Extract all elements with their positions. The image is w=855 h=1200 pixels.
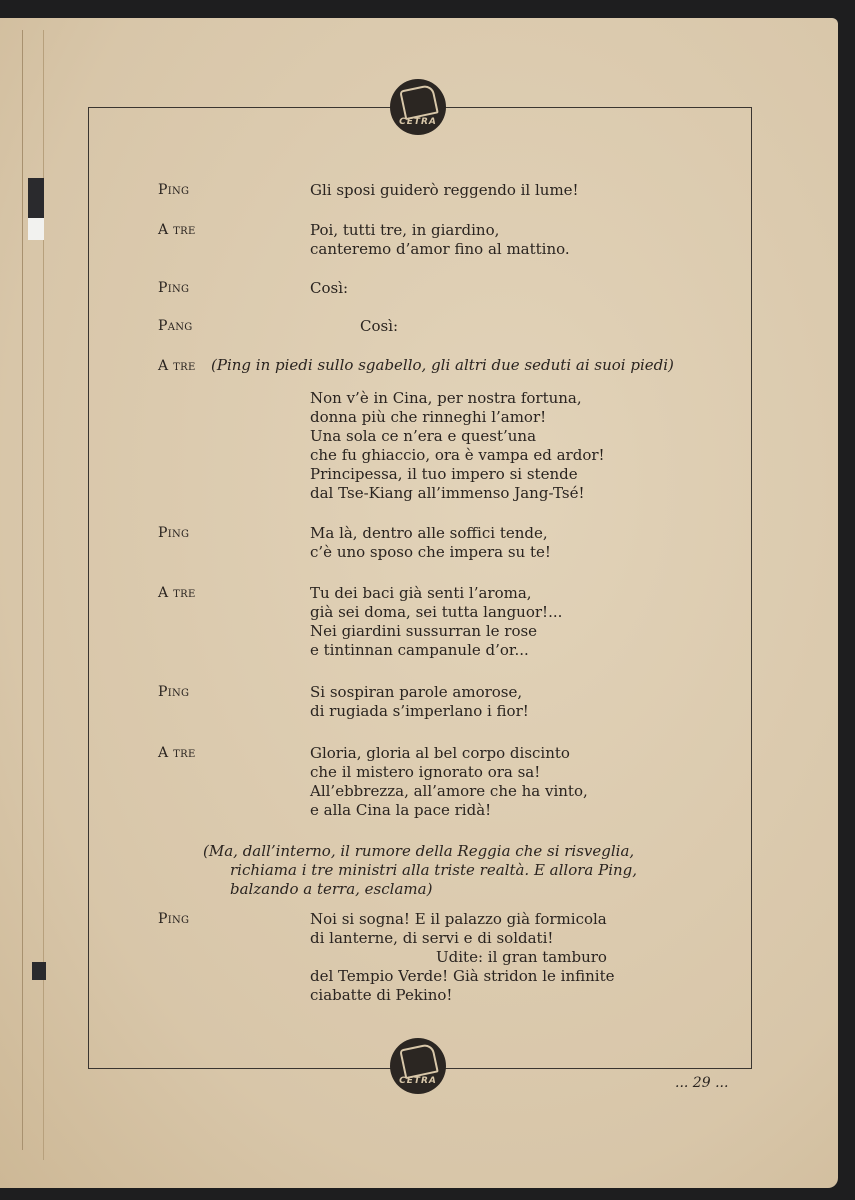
verse-line: Così:: [310, 279, 349, 297]
verse-line: Tu dei baci già senti l’aroma,: [310, 584, 532, 602]
speaker-label: A tre: [158, 222, 196, 238]
logo-text: CETRA: [399, 1076, 437, 1086]
speaker-label: Pang: [158, 318, 193, 334]
logo-text: CETRA: [399, 117, 437, 127]
verse-line: Gloria, gloria al bel corpo discinto: [310, 744, 570, 762]
verse-line: Principessa, il tuo impero si stende: [310, 465, 578, 483]
speaker-label: Ping: [158, 684, 190, 700]
page-number: ... 29 ...: [675, 1075, 729, 1091]
speaker-label: Ping: [158, 525, 190, 541]
verse-line: di rugiada s’imperlano i fior!: [310, 702, 529, 720]
verse-line: Non v’è in Cina, per nostra fortuna,: [310, 389, 582, 407]
stage-direction: (Ma, dall’interno, il rumore della Reggia che si risveglia,: [203, 842, 635, 860]
verse-line: che fu ghiaccio, ora è vampa ed ardor!: [310, 446, 605, 464]
speaker-label: Ping: [158, 280, 190, 296]
speaker-label: Ping: [158, 911, 190, 927]
verse-line: Poi, tutti tre, in giardino,: [310, 221, 500, 239]
verse-line: di lanterne, di servi e di soldati!: [310, 929, 554, 947]
verse-line: donna più che rinneghi l’amor!: [310, 408, 547, 426]
stage-direction: (Ping in piedi sullo sgabello, gli altri due seduti ai suoi piedi): [211, 356, 674, 374]
speaker-label: A tre: [158, 585, 196, 601]
verse-line: ciabatte di Pekino!: [310, 986, 453, 1004]
verse-line: del Tempio Verde! Già stridon le infinite: [310, 967, 615, 985]
verse-line: canteremo d’amor fino al mattino.: [310, 240, 570, 258]
speaker-label: A tre: [158, 358, 196, 374]
verse-line: e tintinnan campanule d’or...: [310, 641, 529, 659]
verse-line: Udite: il gran tamburo: [436, 948, 607, 966]
verse-line: All’ebbrezza, all’amore che ha vinto,: [310, 782, 588, 800]
verse-line: e alla Cina la pace ridà!: [310, 801, 492, 819]
speaker-label: Ping: [158, 182, 190, 198]
verse-line: Nei giardini sussurran le rose: [310, 622, 538, 640]
verse-line: Così:: [360, 317, 399, 335]
verse-line: Una sola ce n’era e quest’una: [310, 427, 537, 445]
verse-line: che il mistero ignorato ora sa!: [310, 763, 541, 781]
stage-direction: balzando a terra, esclama): [230, 880, 433, 898]
verse-line: Noi si sogna! E il palazzo già formicola: [310, 910, 607, 928]
speaker-label: A tre: [158, 745, 196, 761]
verse-line: Si sospiran parole amorose,: [310, 683, 523, 701]
verse-line: già sei doma, sei tutta languor!...: [310, 603, 563, 621]
stage-direction: richiama i tre ministri alla triste realtà. E allora Ping,: [230, 861, 638, 879]
verse-line: Gli sposi guiderò reggendo il lume!: [310, 181, 579, 199]
verse-line: c’è uno sposo che impera su te!: [310, 543, 551, 561]
verse-line: Ma là, dentro alle soffici tende,: [310, 524, 548, 542]
verse-line: dal Tse-Kiang all’immenso Jang-Tsé!: [310, 484, 585, 502]
